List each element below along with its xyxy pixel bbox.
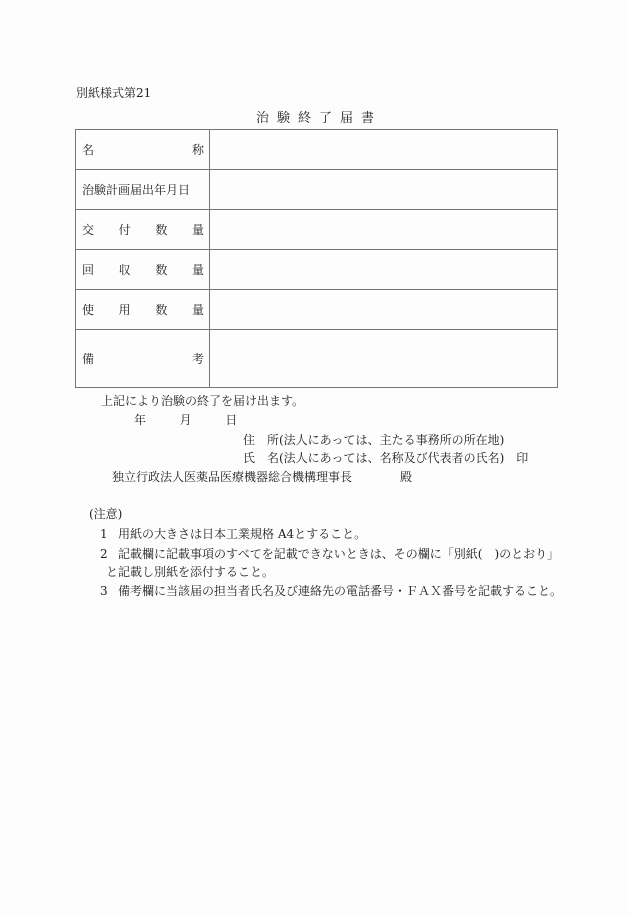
row-label bbox=[76, 210, 210, 250]
note-number: 3 bbox=[100, 584, 108, 598]
plan-date-field[interactable] bbox=[210, 170, 558, 210]
address-label: 住 所(法人にあっては、主たる事務所の所在地) bbox=[243, 433, 505, 447]
label-part: 付 bbox=[118, 223, 131, 237]
delivered-qty-field[interactable] bbox=[210, 210, 558, 250]
title-char: 届 bbox=[340, 111, 354, 126]
row-label bbox=[76, 250, 210, 290]
row-label bbox=[76, 330, 210, 388]
declaration-statement: 上記により治験の終了を届け出ます。 bbox=[101, 394, 305, 408]
note-continuation: と記載し別紙を添付すること。 bbox=[106, 565, 275, 579]
date-line bbox=[134, 411, 237, 428]
form-number: 別紙様式第21 bbox=[76, 86, 152, 100]
label-part: 数 bbox=[155, 303, 168, 317]
note-text: 備考欄に当該届の担当者氏名及び連絡先の電話番号・ＦＡＸ番号を記載すること。 bbox=[118, 584, 563, 598]
month-label: 月 bbox=[179, 413, 192, 427]
label-part: 考 bbox=[191, 352, 204, 366]
table-row-plan-date bbox=[76, 170, 558, 210]
label-part: 名 bbox=[82, 143, 95, 157]
form-table bbox=[75, 129, 558, 388]
label-part: 量 bbox=[191, 303, 204, 317]
document-title bbox=[0, 107, 630, 126]
note-number: 1 bbox=[100, 527, 108, 541]
label-part: 治験計画届出年月日 bbox=[82, 183, 191, 197]
row-label bbox=[76, 170, 210, 210]
table-row-remarks bbox=[76, 330, 558, 388]
row-label bbox=[76, 130, 210, 170]
row-label bbox=[76, 290, 210, 330]
title-char: 験 bbox=[276, 111, 290, 126]
table-row-delivered-qty bbox=[76, 210, 558, 250]
table-row-collected-qty bbox=[76, 250, 558, 290]
used-qty-field[interactable] bbox=[210, 290, 558, 330]
label-part: 交 bbox=[82, 223, 95, 237]
label-part: 収 bbox=[118, 263, 131, 277]
note-text: 記載欄に記載事項のすべてを記載できないときは、その欄に「別紙( )のとおり」 bbox=[118, 547, 560, 561]
name-seal-label: 氏 名(法人にあっては、名称及び代表者の氏名) 印 bbox=[243, 451, 529, 465]
recipient-line bbox=[112, 468, 412, 485]
collected-qty-field[interactable] bbox=[210, 250, 558, 290]
label-part: 称 bbox=[191, 143, 204, 157]
notes-heading: (注意) bbox=[89, 507, 123, 521]
note-item bbox=[100, 545, 559, 562]
label-part: 回 bbox=[82, 263, 95, 277]
honorific: 殿 bbox=[400, 470, 413, 484]
table-row-name bbox=[76, 130, 558, 170]
note-item bbox=[100, 582, 562, 599]
label-part: 用 bbox=[118, 303, 131, 317]
remarks-field[interactable] bbox=[210, 330, 558, 388]
recipient-name: 独立行政法人医薬品医療機器総合機構理事長 bbox=[112, 470, 353, 484]
label-part: 量 bbox=[191, 263, 204, 277]
title-char: 治 bbox=[255, 111, 269, 126]
label-part: 数 bbox=[155, 263, 168, 277]
title-char: 了 bbox=[319, 111, 333, 126]
table-row-used-qty bbox=[76, 290, 558, 330]
label-part: 数 bbox=[155, 223, 168, 237]
label-part: 備 bbox=[82, 352, 95, 366]
label-part: 使 bbox=[82, 303, 95, 317]
note-number: 2 bbox=[100, 547, 108, 561]
name-field[interactable] bbox=[210, 130, 558, 170]
day-label: 日 bbox=[225, 413, 238, 427]
label-part: 量 bbox=[191, 223, 204, 237]
note-item bbox=[100, 525, 366, 542]
year-label: 年 bbox=[134, 413, 147, 427]
title-char: 終 bbox=[297, 111, 311, 126]
note-text: 用紙の大きさは日本工業規格 A4とすること。 bbox=[118, 527, 367, 541]
title-char: 書 bbox=[361, 111, 375, 126]
